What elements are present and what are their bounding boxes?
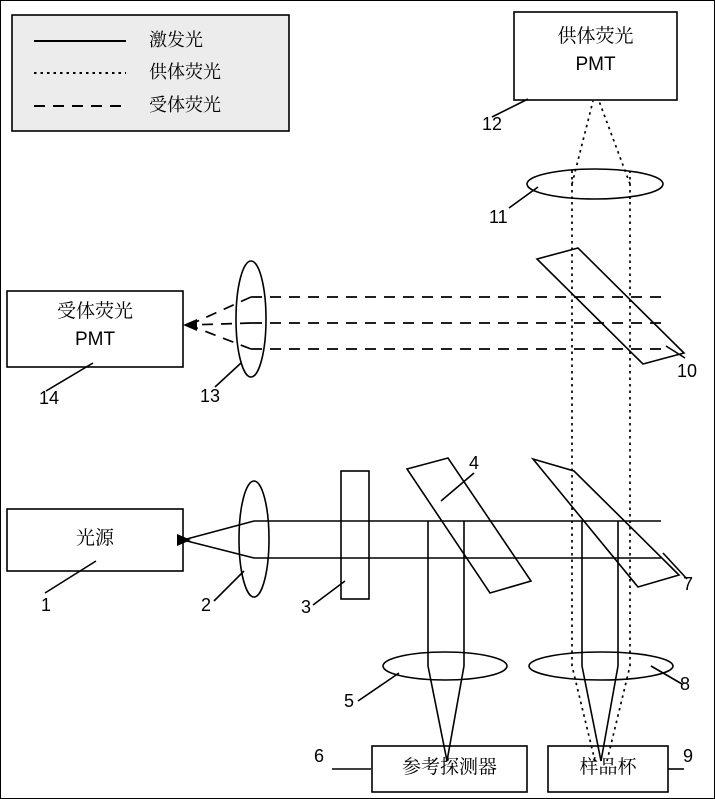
callout-7: 7 xyxy=(683,574,694,594)
callout-12: 12 xyxy=(482,114,503,134)
box-label-acceptor-pmt-line2: PMT xyxy=(74,329,116,350)
legend-label-excitation: 激发光 xyxy=(149,30,203,50)
box-label-donor-pmt-line2: PMT xyxy=(575,54,616,75)
box-label-reference-detector: 参考探测器 xyxy=(401,757,497,778)
arrowhead-acceptor-pmt xyxy=(183,319,197,331)
box-label-light-source: 光源 xyxy=(75,528,114,549)
callout-2: 2 xyxy=(201,595,212,615)
dichroic-mirror-7 xyxy=(533,459,679,587)
callout-9: 9 xyxy=(683,746,694,766)
callout-8: 8 xyxy=(680,674,691,694)
callout-11: 11 xyxy=(489,207,508,227)
callout-14: 14 xyxy=(39,388,60,408)
diagram-vector-layer xyxy=(1,1,715,799)
legend-label-donor: 供体荧光 xyxy=(149,62,221,82)
legend-label-acceptor: 受体荧光 xyxy=(149,95,221,115)
lens-13 xyxy=(236,261,266,377)
callout-1: 1 xyxy=(41,595,52,615)
box-label-donor-pmt-line1: 供体荧光 xyxy=(557,26,634,47)
callout-4: 4 xyxy=(469,453,480,473)
callout-13: 13 xyxy=(200,386,221,406)
box-label-acceptor-pmt-line1: 受体荧光 xyxy=(56,301,133,322)
callout-10: 10 xyxy=(677,361,698,381)
callout-3: 3 xyxy=(301,597,312,617)
box-label-sample-cuvette: 样品杯 xyxy=(579,757,637,778)
dichroic-mirror-10 xyxy=(537,248,684,364)
lens-11 xyxy=(527,169,663,199)
lens-5 xyxy=(383,652,507,680)
callout-5: 5 xyxy=(344,691,355,711)
callout-6: 6 xyxy=(314,746,325,766)
filter-3 xyxy=(341,471,369,599)
lens-2 xyxy=(239,481,269,597)
